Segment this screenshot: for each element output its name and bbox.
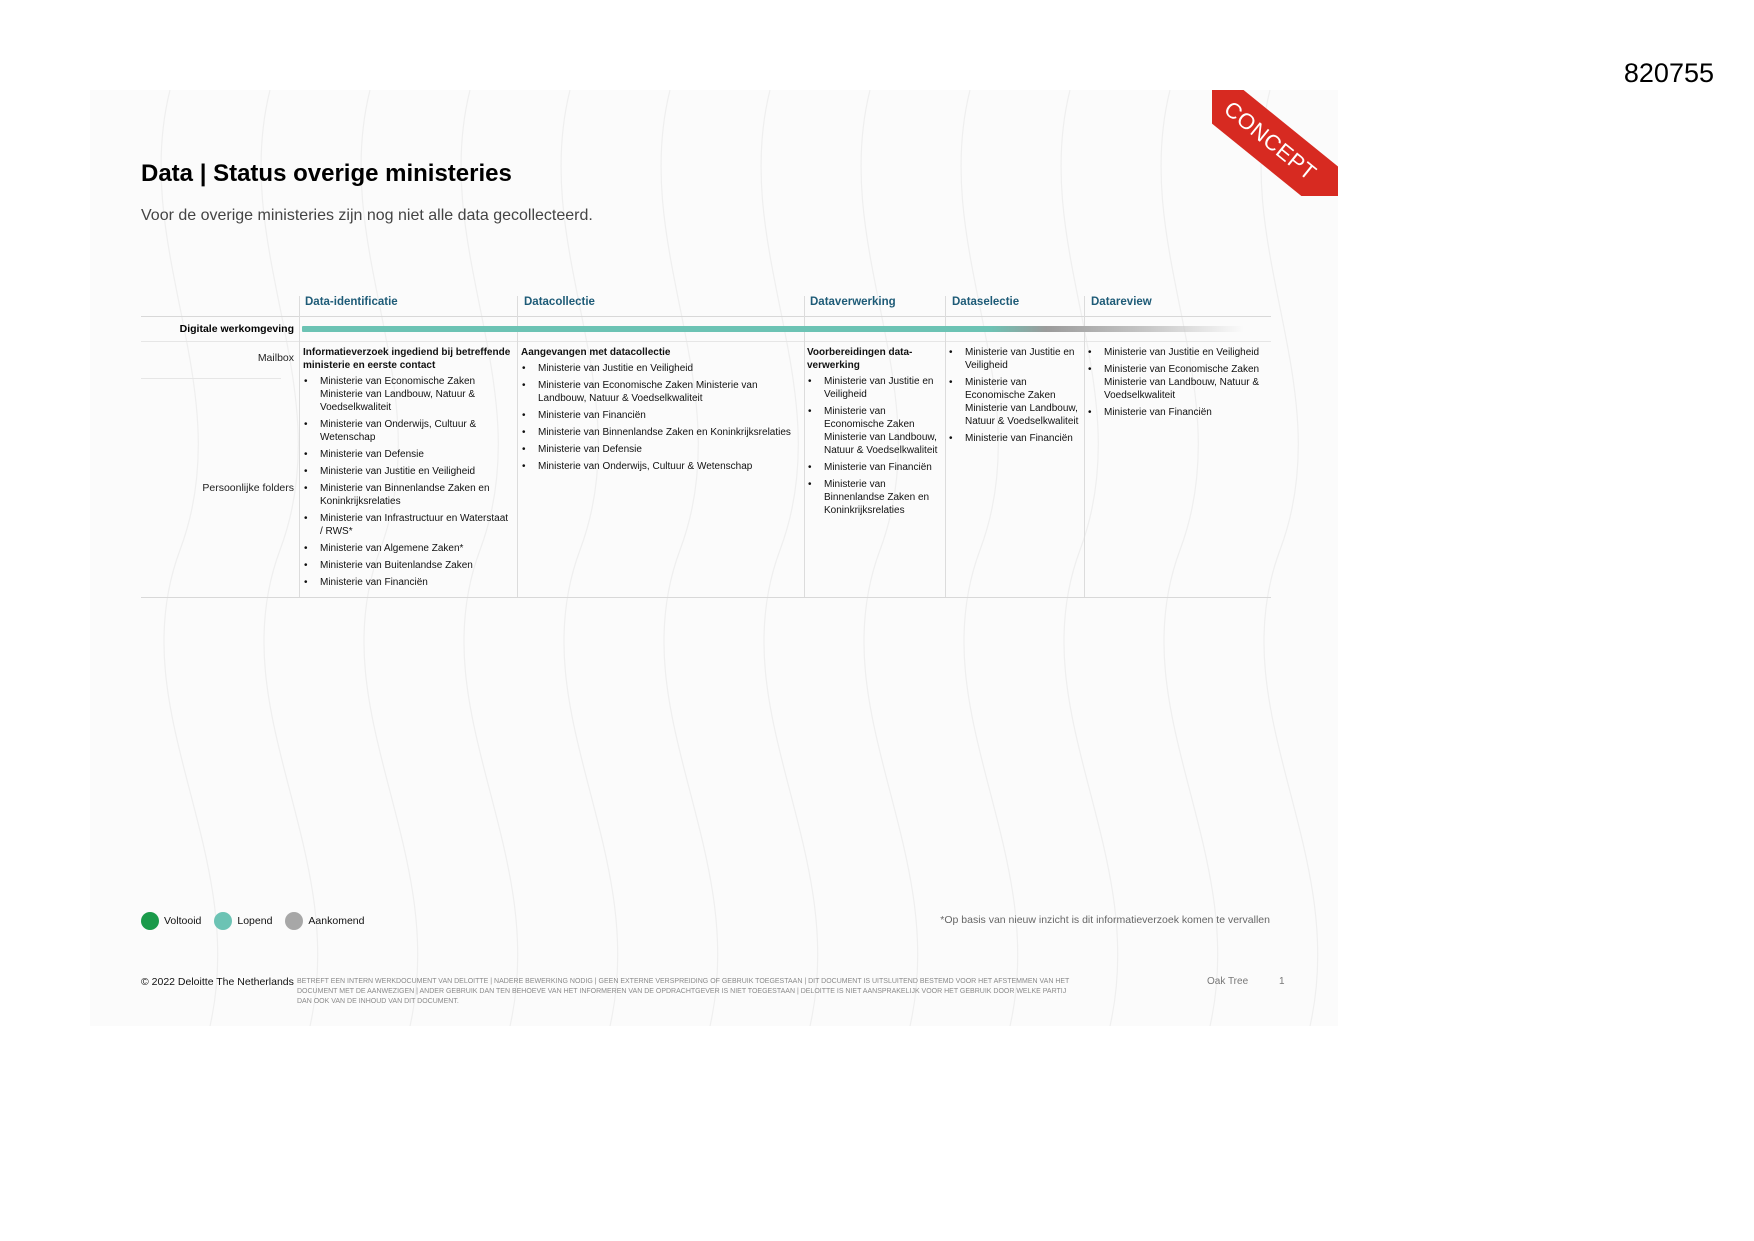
phase-header-verwerking: Dataverwerking xyxy=(810,296,896,308)
progress-bar xyxy=(302,326,1244,332)
list-item: • Ministerie van Financiën xyxy=(948,432,1082,445)
footnote: *Op basis van nieuw inzicht is dit informatieverzoek komen te vervallen xyxy=(940,914,1270,926)
page-subtitle: Voor de overige ministeries zijn nog niet alle data gecollecteerd. xyxy=(141,207,593,224)
footer-project-name: Oak Tree xyxy=(1207,976,1249,987)
page-title: Data | Status overige ministeries xyxy=(141,160,512,187)
row-divider xyxy=(141,341,1271,342)
list-item: • Ministerie van Justitie en Veiligheid xyxy=(1087,346,1271,359)
cell-verwerking xyxy=(807,346,942,521)
slide xyxy=(90,90,1338,1026)
label-divider xyxy=(141,378,281,379)
list-item: • Ministerie van Algemene Zaken* xyxy=(303,542,513,555)
concept-ribbon xyxy=(1212,90,1338,196)
cell-selectie xyxy=(948,346,1082,449)
cell-review xyxy=(1087,346,1271,423)
list-item: • Ministerie van Financiën xyxy=(521,409,801,422)
row-label-digitale-werkomgeving: Digitale werkomgeving xyxy=(179,323,294,335)
legend xyxy=(141,912,377,930)
cell-heading: Voorbereidingen data-verwerking xyxy=(807,347,913,371)
list-item: • Ministerie van Infrastructuur en Waterstaat / RWS* xyxy=(303,512,513,538)
legend-dot-aankomend xyxy=(285,912,303,930)
legend-label: Voltooid xyxy=(164,915,202,927)
cell-collectie xyxy=(521,346,801,477)
column-divider xyxy=(804,296,805,597)
legend-label: Lopend xyxy=(237,915,273,927)
document-number: 820755 xyxy=(1623,58,1714,88)
column-divider xyxy=(945,296,946,597)
column-divider xyxy=(299,296,300,597)
list-item: • Ministerie van Economische Zaken Ministerie van Landbouw, Natuur & Voedselkwaliteit xyxy=(948,376,1082,428)
page-number: 1 xyxy=(1279,976,1285,987)
cell-heading: Informatieverzoek ingediend bij betreffende ministerie en eerste contact xyxy=(303,347,511,371)
list-item: • Ministerie van Justitie en Veiligheid xyxy=(303,465,513,478)
legend-label: Aankomend xyxy=(308,915,365,927)
wave-background xyxy=(90,90,1338,1026)
list-item: • Ministerie van Binnenlandse Zaken en Koninkrijksrelaties xyxy=(807,478,942,517)
legend-item-aankomend xyxy=(285,912,364,930)
list-item: • Ministerie van Defensie xyxy=(303,448,513,461)
phase-header-identificatie: Data-identificatie xyxy=(305,296,398,308)
column-divider xyxy=(1084,296,1085,597)
list-item: • Ministerie van Buitenlandse Zaken xyxy=(303,559,513,572)
list-item: • Ministerie van Defensie xyxy=(521,443,801,456)
phase-header-collectie: Datacollectie xyxy=(524,296,595,308)
list-item: • Ministerie van Financiën xyxy=(1087,406,1271,419)
list-item: • Ministerie van Onderwijs, Cultuur & Wetenschap xyxy=(521,460,801,473)
legend-dot-lopend xyxy=(214,912,232,930)
table-bottom-divider xyxy=(141,597,1271,598)
concept-label: CONCEPT xyxy=(1212,90,1338,196)
list-item: • Ministerie van Economische Zaken Ministerie van Landbouw, Natuur & Voedselkwaliteit xyxy=(1087,363,1271,402)
row-label-mailbox: Mailbox xyxy=(257,352,294,364)
list-item: • Ministerie van Economische Zaken Ministerie van Landbouw, Natuur & Voedselkwaliteit xyxy=(807,405,942,457)
cell-heading: Aangevangen met datacollectie xyxy=(521,347,671,358)
cell-identificatie xyxy=(303,346,513,593)
column-divider xyxy=(517,296,518,597)
phase-header-review: Datareview xyxy=(1091,296,1152,308)
list-item: • Ministerie van Financiën xyxy=(303,576,513,589)
list-item: • Ministerie van Justitie en Veiligheid xyxy=(948,346,1082,372)
legend-dot-voltooid xyxy=(141,912,159,930)
list-item: • Ministerie van Onderwijs, Cultuur & Wetenschap xyxy=(303,418,513,444)
row-label-persoonlijke-folders: Persoonlijke folders xyxy=(202,482,294,494)
list-item: • Ministerie van Justitie en Veiligheid xyxy=(521,362,801,375)
copyright: © 2022 Deloitte The Netherlands xyxy=(141,976,294,988)
legend-item-voltooid xyxy=(141,912,201,930)
legend-item-lopend xyxy=(214,912,272,930)
list-item: • Ministerie van Binnenlandse Zaken en Koninkrijksrelaties xyxy=(521,426,801,439)
list-item: • Ministerie van Financiën xyxy=(807,461,942,474)
phase-header-selectie: Dataselectie xyxy=(952,296,1020,308)
list-item: • Ministerie van Economische Zaken Ministerie van Landbouw, Natuur & Voedselkwaliteit xyxy=(521,379,801,405)
list-item: • Ministerie van Economische Zaken Ministerie van Landbouw, Natuur & Voedselkwaliteit xyxy=(303,375,513,414)
header-divider xyxy=(141,316,1271,317)
disclaimer: BETREFT EEN INTERN WERKDOCUMENT VAN DELOITTE | NADERE BEWERKING NODIG | GEEN EXTERNE VERSPREIDING OF GEBRUIK TOEGESTAAN | DIT DOCUMENT IS UITSLUITEND BESTEMD VOOR HET AFSTEMMEN VAN HET DOCUMENT MET DE AANWEZIGEN | ANDER GEBRUIK DAN TEN BEHOEVE VAN HET INFORMEREN VAN DE OPDRACHTGEVER IS NIET TOEGESTAAN | DELOITTE IS NIET AANSPRAKELIJK VOOR HET GEBRUIK DOOR WELKE PARTIJ DAN OOK VAN DE INHOUD VAN DIT DOCUMENT. xyxy=(297,978,1070,1005)
list-item: • Ministerie van Justitie en Veiligheid xyxy=(807,375,942,401)
list-item: • Ministerie van Binnenlandse Zaken en Koninkrijksrelaties xyxy=(303,482,513,508)
